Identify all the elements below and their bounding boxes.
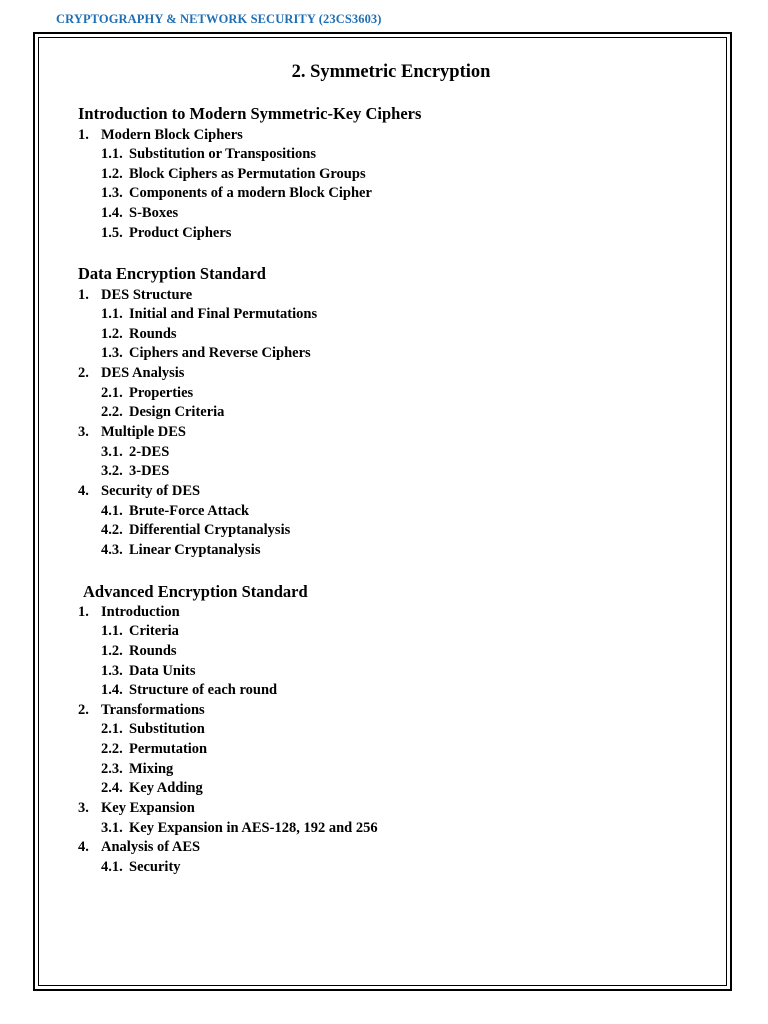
toc-item (101, 860, 181, 875)
toc-item (101, 821, 378, 836)
toc-item-number: 2.3. (101, 761, 123, 777)
section-heading-des: Data Encryption Standard (78, 264, 266, 283)
toc-item-label: Rounds (129, 643, 177, 659)
toc-item-number: 3. (78, 424, 89, 440)
toc-item-label: Substitution or Transpositions (129, 146, 316, 162)
toc-item-number: 4. (78, 839, 89, 855)
toc-item (101, 644, 177, 659)
toc-item-label: DES Structure (101, 287, 193, 303)
toc-item-label: Substitution (129, 721, 205, 737)
toc-item (101, 346, 311, 361)
toc-item-label: Key Expansion (101, 800, 195, 816)
toc-item-label: 3-DES (129, 463, 170, 479)
toc-item (101, 226, 231, 241)
toc-item (101, 464, 169, 479)
toc-item (78, 605, 180, 620)
toc-item-label: Security (129, 859, 181, 875)
toc-item (101, 781, 203, 796)
toc-item-number: 4.1. (101, 859, 123, 875)
toc-item (78, 703, 205, 718)
toc-item-number: 2.2. (101, 404, 123, 420)
toc-item-label: Multiple DES (101, 424, 186, 440)
toc-item (101, 624, 179, 639)
toc-item-number: 2.4. (101, 780, 123, 796)
toc-item-number: 4.3. (101, 542, 123, 558)
toc-item-label: Ciphers and Reverse Ciphers (129, 345, 311, 361)
toc-item-label: Properties (129, 385, 194, 401)
toc-item-label: Data Units (129, 663, 196, 679)
toc-item (101, 167, 366, 182)
toc-item-number: 1.1. (101, 623, 123, 639)
toc-item-label: Rounds (129, 326, 177, 342)
toc-item-label: Brute-Force Attack (129, 503, 250, 519)
toc-item-number: 1.2. (101, 326, 123, 342)
toc-item-label: Analysis of AES (101, 839, 201, 855)
toc-item-number: 1.3. (101, 345, 123, 361)
toc-item-number: 1. (78, 604, 89, 620)
toc-item-number: 1.4. (101, 205, 123, 221)
toc-item-label: Introduction (101, 604, 180, 620)
toc-item-label: Structure of each round (129, 682, 278, 698)
toc-item (78, 128, 243, 143)
toc-item-label: Key Expansion in AES-128, 192 and 256 (129, 820, 378, 836)
toc-item (101, 664, 195, 679)
toc-item (78, 366, 184, 381)
toc-item (101, 307, 317, 322)
toc-item (101, 504, 249, 519)
toc-item-label: Key Adding (129, 780, 203, 796)
toc-item-label: 2-DES (129, 444, 170, 460)
toc-item (78, 801, 195, 816)
toc-item-label: Product Ciphers (129, 225, 232, 241)
toc-item-label: Transformations (101, 702, 205, 718)
toc-item (101, 722, 205, 737)
toc-item (101, 445, 169, 460)
toc-item (101, 762, 173, 777)
toc-item (101, 742, 207, 757)
toc-item-number: 3.1. (101, 444, 123, 460)
toc-item-label: Permutation (129, 741, 208, 757)
toc-item-number: 4. (78, 483, 89, 499)
toc-item-number: 4.1. (101, 503, 123, 519)
toc-item-number: 2.1. (101, 385, 123, 401)
toc-item (101, 186, 372, 201)
toc-item-number: 1.5. (101, 225, 123, 241)
toc-item-label: S-Boxes (129, 205, 179, 221)
toc-item (101, 405, 224, 420)
toc-item-number: 1.2. (101, 166, 123, 182)
running-header: CRYPTOGRAPHY & NETWORK SECURITY (23CS3603) (56, 12, 382, 26)
toc-item-label: Linear Cryptanalysis (129, 542, 261, 558)
toc-item (78, 288, 192, 303)
toc-item-number: 1.4. (101, 682, 123, 698)
toc-item-label: Block Ciphers as Permutation Groups (129, 166, 366, 182)
toc-item (101, 523, 290, 538)
toc-item-label: Mixing (129, 761, 174, 777)
toc-item (101, 543, 260, 558)
toc-item-number: 1. (78, 127, 89, 143)
toc-item-number: 2. (78, 702, 89, 718)
toc-item-number: 1.3. (101, 185, 123, 201)
toc-item-number: 1.2. (101, 643, 123, 659)
toc-item-label: Security of DES (101, 483, 201, 499)
toc-item (78, 425, 186, 440)
section-heading-aes: Advanced Encryption Standard (83, 582, 308, 601)
toc-item-label: Criteria (129, 623, 179, 639)
toc-item-label: Differential Cryptanalysis (129, 522, 291, 538)
toc-item-number: 2.2. (101, 741, 123, 757)
toc-item (78, 484, 200, 499)
page-title: 2. Symmetric Encryption (291, 62, 491, 82)
toc-item (101, 683, 277, 698)
toc-item (101, 327, 177, 342)
toc-item-number: 2. (78, 365, 89, 381)
toc-item-number: 3.1. (101, 820, 123, 836)
toc-item-label: Initial and Final Permutations (129, 306, 318, 322)
toc-item-number: 1.1. (101, 146, 123, 162)
toc-item-label: Modern Block Ciphers (101, 127, 243, 143)
toc-item (101, 206, 178, 221)
toc-item-number: 2.1. (101, 721, 123, 737)
toc-item-label: DES Analysis (101, 365, 185, 381)
toc-item (78, 840, 200, 855)
toc-item-number: 3. (78, 800, 89, 816)
toc-item-number: 1.3. (101, 663, 123, 679)
section-heading-modern-symmetric: Introduction to Modern Symmetric-Key Ciphers (78, 104, 422, 123)
toc-item-label: Components of a modern Block Cipher (129, 185, 372, 201)
toc-item-number: 4.2. (101, 522, 123, 538)
toc-item (101, 386, 193, 401)
toc-item-label: Design Criteria (129, 404, 225, 420)
toc-item-number: 1. (78, 287, 89, 303)
toc-item (101, 147, 316, 162)
toc-item-number: 1.1. (101, 306, 123, 322)
toc-item-number: 3.2. (101, 463, 123, 479)
